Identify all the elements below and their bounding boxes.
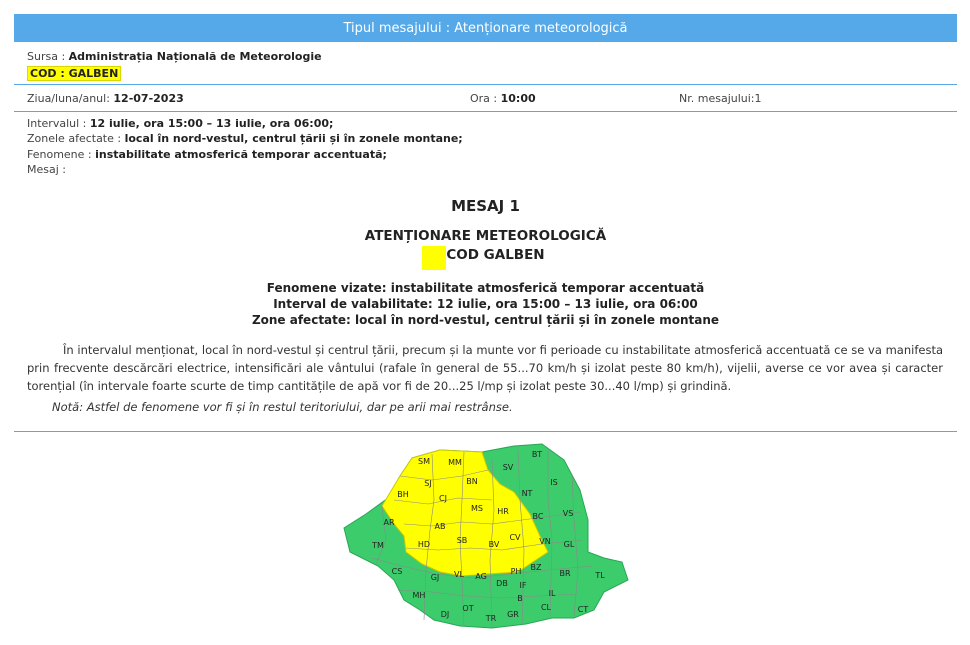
county-label: B [517, 594, 523, 603]
county-label: HD [417, 540, 431, 549]
affected-zones: Zone afectate: local în nord-vestul, centrul țării și în zonele montane [251, 313, 720, 327]
divider [14, 431, 957, 432]
message-title: MESAJ 1 [451, 197, 520, 215]
county-label: MH [412, 591, 426, 600]
note-text: Notă: Astfel de fenomene vor fi și în restul teritoriului, dar pe arii mai restrânse. [52, 400, 513, 414]
date-field: Ziua/luna/anul: 12-07-2023 [27, 92, 184, 105]
county-label: AG [475, 572, 487, 581]
county-label: MM [448, 458, 462, 467]
source-line: Sursa : Administrația Națională de Meteorologie [27, 50, 322, 63]
county-label: TR [485, 614, 497, 623]
warning-subtitle: ATENȚIONARE METEOROLOGICĂ [364, 228, 607, 244]
phenomena-line: Fenomene : instabilitate atmosferică temporar accentuată; [27, 148, 387, 161]
county-label: IS [550, 478, 558, 487]
hour-field: Ora : 10:00 [470, 92, 536, 105]
county-label: GL [563, 540, 575, 549]
county-label: DB [496, 579, 508, 588]
code-title: COD GALBEN [446, 247, 545, 263]
county-label: CT [577, 605, 589, 614]
county-label: AR [383, 518, 395, 527]
validity-interval: Interval de valabilitate: 12 iulie, ora 15:00 – 13 iulie, ora 06:00 [273, 297, 698, 311]
county-label: BZ [530, 563, 542, 572]
message-body: În intervalul menționat, local în nord-vestul și centrul țării, precum și la munte vor fi perioade cu instabilitate atmosferică accentuată ce se va manifesta prin frecvente descărcări electrice, intensificări ale vântului (rafale în general de 55...70 km/h și izolat peste 80 km/h), vijelii, averse ce vor avea și caracter torențial (în intervale foarte scurte de timp cantitățile de apă vor fi de 20...25 l/mp și izolat peste 30...40 l/mp) și grindină. [27, 343, 943, 393]
county-label: VS [562, 509, 574, 518]
code-badge: COD : GALBEN [27, 66, 121, 81]
county-label: VL [454, 570, 464, 579]
county-label: NT [521, 489, 533, 498]
hour-value: 10:00 [500, 92, 536, 105]
county-label: PH [510, 567, 522, 576]
county-label: TL [595, 571, 605, 580]
county-label: SB [456, 536, 468, 545]
county-label: BV [488, 540, 500, 549]
county-label: IF [519, 581, 527, 590]
message-type-title: Tipul mesajului : Atenționare meteorologică [343, 20, 628, 36]
zones-line: Zonele afectate : local în nord-vestul, centrul țării și în zonele montane; [27, 132, 463, 145]
county-label: CS [391, 567, 403, 576]
county-label: SM [418, 457, 430, 466]
message-label: Mesaj : [27, 163, 66, 176]
county-label: CV [509, 533, 521, 542]
message-number-field: Nr. mesajului:1 [679, 92, 762, 105]
county-label: GJ [430, 573, 440, 582]
phenomena-target: Fenomene vizate: instabilitate atmosferică temporar accentuată [266, 281, 705, 295]
interval-line: Intervalul : 12 iulie, ora 15:00 – 13 iulie, ora 06:00; [27, 117, 334, 130]
county-label: BH [397, 490, 409, 499]
source-value: Administrația Națională de Meteorologie [68, 50, 322, 63]
date-value: 12-07-2023 [113, 92, 184, 105]
county-label: MS [471, 504, 483, 513]
county-label: TM [372, 541, 384, 550]
county-label: GR [507, 610, 519, 619]
divider [14, 111, 957, 112]
county-label: VN [539, 537, 551, 546]
county-label: BT [531, 450, 543, 459]
county-label: CJ [439, 494, 447, 503]
county-label: OT [462, 604, 474, 613]
county-label: CL [540, 603, 552, 612]
county-label: HR [497, 507, 509, 516]
romania-warning-map [342, 440, 632, 632]
county-label: SJ [424, 479, 432, 488]
divider [14, 84, 957, 85]
message-number-value: 1 [754, 92, 762, 105]
county-label: DJ [440, 610, 450, 619]
county-label: IL [548, 589, 556, 598]
county-label: AB [434, 522, 446, 531]
message-type-header [14, 14, 957, 42]
county-label: SV [502, 463, 514, 472]
county-label: BR [559, 569, 571, 578]
county-label: BN [466, 477, 478, 486]
county-label: BC [532, 512, 544, 521]
